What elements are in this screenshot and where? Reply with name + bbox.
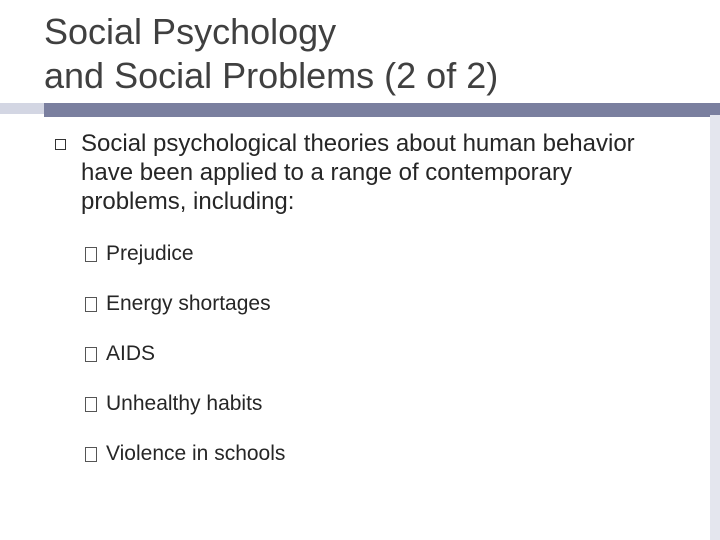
sub-bullet-label: Energy shortages [106, 292, 271, 315]
sub-bullet-label: Unhealthy habits [106, 392, 263, 415]
right-edge-bar [710, 115, 720, 540]
sub-bullet-label: Prejudice [106, 242, 194, 265]
square-bullet-icon [55, 139, 66, 150]
sub-bullet-item [85, 441, 285, 467]
sub-bullet-item [85, 341, 155, 367]
slide-title [44, 10, 498, 98]
sub-bullet-item [85, 241, 194, 267]
sub-bullet-item [85, 391, 262, 417]
checkbox-bullet-icon [85, 297, 97, 312]
sub-bullet-label: Violence in schools [106, 442, 286, 465]
slide-title-line-1: Social Psychology [44, 11, 337, 52]
title-rule-accent [0, 103, 44, 114]
sub-bullet-item [85, 291, 271, 317]
sub-bullet-label: AIDS [106, 342, 156, 365]
slide-title-line-2: and Social Problems (2 of 2) [44, 55, 499, 96]
checkbox-bullet-icon [85, 247, 97, 262]
main-bullet-text: Social psychological theories about human behavior have been applied to a range of contemporary problems, including: [81, 130, 635, 215]
checkbox-bullet-icon [85, 397, 97, 412]
checkbox-bullet-icon [85, 447, 97, 462]
title-rule-bar [44, 103, 720, 117]
checkbox-bullet-icon [85, 347, 97, 362]
